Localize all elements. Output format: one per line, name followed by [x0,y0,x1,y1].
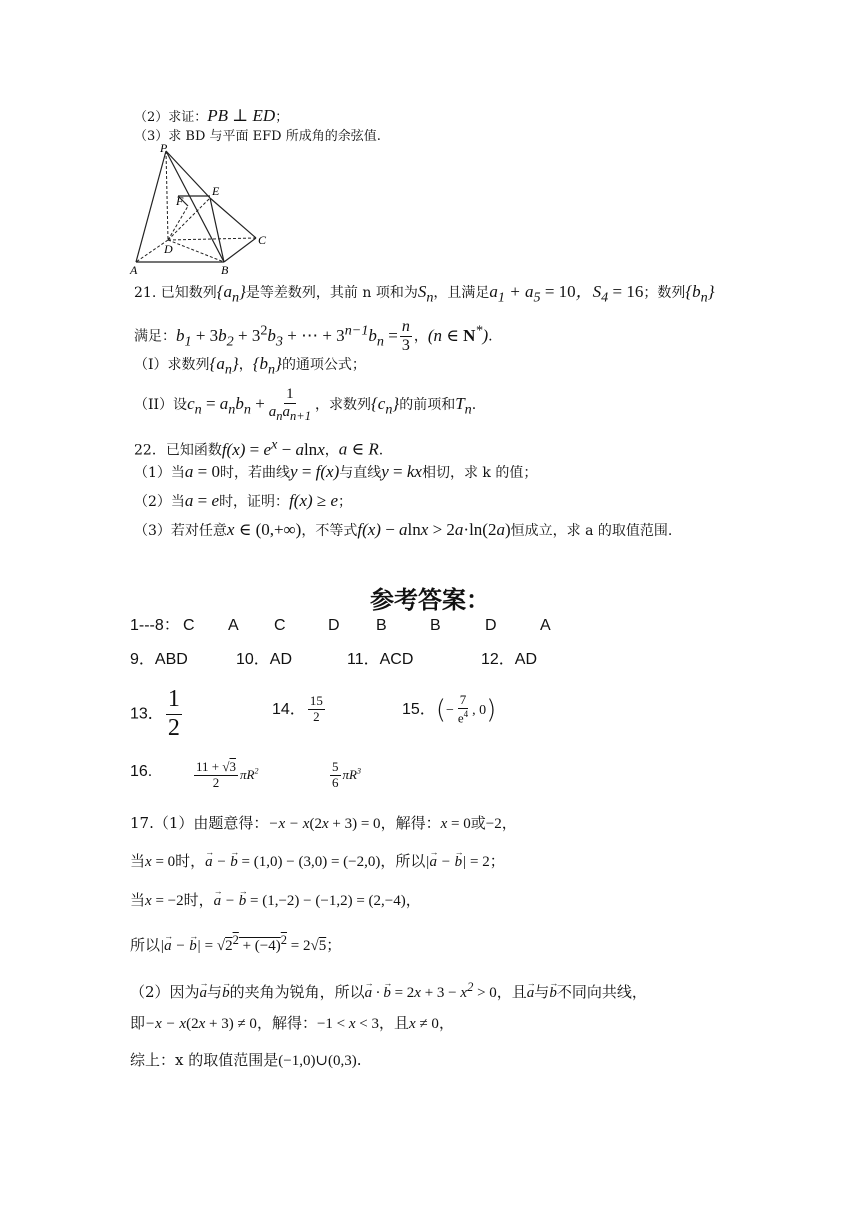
q21-line4: （II）设$c_n = a_nb_n$ + $\frac{1}{a_na_{n+1}}$ ，求数列$\{c_n\}$的前项和$T_n$. [134,386,477,424]
answer-15: 15．(− $\frac{7}{e^4}$ , 0) [402,692,497,726]
answers-mc-9-12: 9．ABD 10．AD 11．ACD 12．AD [130,651,538,668]
answers-mc-1-8: 1---8： C A C D B B D A [130,617,551,634]
label-b: B [221,263,229,277]
answer-14: 14． $\frac{15}{2}$ [272,693,323,725]
q21-line2: 满足：$b_1 + 3b_2 + 3^2b_3$ + ⋯ + $3^{n-1}b_n$ = $\frac{n}{3}$ ，(n ∈ N*). [134,317,493,355]
q20-part3: （3）求 BD 与平面 EFD 所成角的余弦值. [134,129,381,144]
answer-13: 13． $\frac{1}{2}$ [130,686,180,741]
q22-line4: （3）若对任意x ∈ (0,+∞)，不等式f(x) − alnx > 2a·ln(2a)恒成立，求 a 的取值范围. [134,520,673,539]
answers-title: 参考答案： [370,586,490,614]
solution-17-line4: 所以|→ a − → $b| = √2^2 + (-4)^2 = 2√5$； [130,930,341,956]
solution-17-line1: 17.（1）由题意得：−x − x(2x + 3) = 0，解得：x = 0或−2， [130,814,517,832]
solution-17-line3: 当x = −2时，→ a − → b = (1,−2) − (−1,2) = (2,−4)， [130,890,421,911]
q22-line2: （1）当a = 0时，若曲线y = f(x)与直线y = kx相切，求 k 的值； [134,462,538,481]
q20-part2: （2）求证：PB ⊥ ED； [134,106,289,125]
label-e: E [212,184,220,198]
solution-17-line5: （2）因为→ a与→ b的夹角为锐角，所以→ a · → $b = 2x + 3 - x^2 > 0$，且→ a与→ b不同向共线， [130,977,647,1003]
q21-line1: 21. 已知数列$\{a_n\}$是等差数列，其前 n 项和为$S_n$，且满足$a_1 + a_5 = 10$，$S_4 = 16$；数列$\{b_n\}$ [134,282,715,306]
solution-17-line2: 当x = 0时，→ a − → b = (1,0) − (3,0) = (−2,0)，所以|→ a − → b| = 2； [130,851,505,872]
q22-line3: （2）当a = e时，证明：f(x) ≥ e； [134,491,353,510]
solution-17-line7: 综上：x 的取值范围是(−1,0)∪(0,3). [130,1051,362,1069]
label-f: F [176,194,184,208]
pyramid-figure [128,140,278,280]
label-c: C [258,233,267,247]
label-d: D [164,242,173,256]
label-a: A [130,263,138,277]
solution-17-line6: 即−x − x(2x + 3) ≠ 0，解得：−1 < x < 3，且x ≠ 0， [130,1014,454,1032]
q22-line1: 22．已知函数$f(x) = e^x - alnx$，a ∈ R. [134,436,384,459]
q21-line3: （I）求数列$\{a_n\}$，$\{b_n\}$的通项公式； [134,354,366,378]
label-p: P [160,141,168,155]
answer-16: 16. $\frac{11 + √3}{2}$ $\pi R^2$ $\frac{5}{6}$ $\pi R^3$ [130,758,361,790]
